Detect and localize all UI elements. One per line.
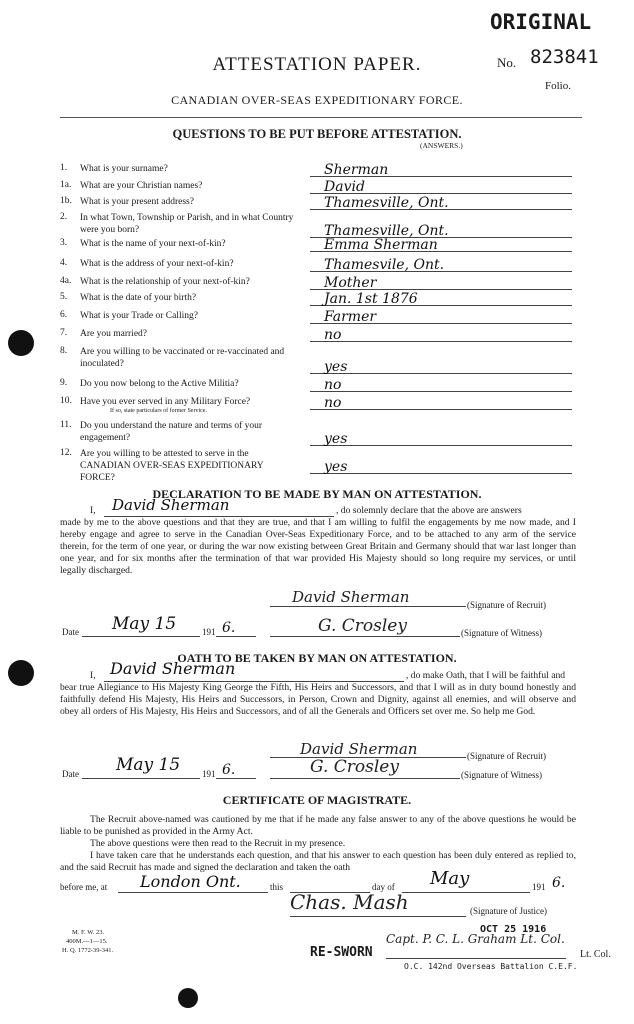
question-text-label: Do you understand the nature and terms of your engagement?: [80, 421, 263, 443]
answer-value: Jan. 1st 1876: [324, 291, 418, 307]
oath-date-line: [82, 778, 200, 779]
question-text-label: What is the address of your next-of-kin?: [80, 259, 234, 269]
answer-field: [310, 180, 572, 194]
oath-witness-line: [270, 778, 460, 779]
question-text: [80, 292, 298, 304]
declaration-witness-signature: G. Crosley: [318, 616, 407, 636]
page-title: ATTESTATION PAPER.: [212, 54, 422, 75]
oath-date-label: Date: [62, 769, 79, 779]
question-text-label: What is your Trade or Calling?: [80, 311, 198, 321]
oath-heading: OATH TO BE TAKEN BY MAN ON ATTESTATION.: [177, 651, 457, 665]
question-number: 4a.: [60, 276, 72, 286]
declaration-recruit-signature: David Sherman: [292, 588, 410, 606]
question-number: 6.: [60, 310, 68, 320]
answer-value: no: [324, 395, 342, 411]
question-text: [80, 448, 298, 484]
magistrate-p1: The Recruit above-named was cautioned by me that if he made any false answer to any of the above questions he would be liable to be punished as provided in the Army Act.: [60, 814, 576, 837]
question-number: 7.: [60, 328, 68, 338]
question-number: 1b.: [60, 196, 72, 206]
question-text: [80, 346, 298, 370]
magistrate-justice-line: [290, 916, 466, 917]
answer-field: [310, 432, 572, 446]
answer-value: David: [324, 179, 365, 195]
answer-field: [310, 460, 572, 474]
answer-field: [310, 238, 572, 252]
answer-field: [310, 396, 572, 410]
form-line-1: M. F. W. 23.: [72, 929, 105, 936]
question-text: [80, 310, 298, 322]
magistrate-p3: I have taken care that he understands each question, and that his answer to each question has been duly entered as replied to, and the said Recruit has made and signed the declaration and taken the oath: [60, 850, 576, 873]
answer-value: Thamesville, Ont.: [324, 223, 449, 239]
question-text: [80, 276, 298, 288]
question-text: [80, 163, 298, 175]
magistrate-day-label: day of: [372, 882, 395, 892]
answer-value: Mother: [324, 275, 377, 291]
oath-date: May 15: [116, 755, 181, 775]
question-text: [80, 378, 298, 390]
magistrate-heading: CERTIFICATE OF MAGISTRATE.: [222, 793, 412, 807]
answer-field: [310, 310, 572, 324]
declaration-date-line: [82, 636, 200, 637]
magistrate-justice-signature: Chas. Mash: [290, 890, 409, 914]
answer-field: [310, 360, 572, 374]
header-rule: [60, 117, 582, 118]
declaration-recruit-label: (Signature of Recruit): [467, 600, 546, 610]
declaration-witness-line: [270, 636, 460, 637]
declaration-year-suffix: 6.: [222, 620, 236, 636]
magistrate-before-label: before me, at: [60, 882, 108, 892]
magistrate-text: [60, 814, 576, 874]
answer-value: Farmer: [324, 309, 377, 325]
answer-field: [310, 378, 572, 392]
question-text-label: What are your Christian names?: [80, 181, 203, 191]
question-text: [80, 238, 298, 250]
magistrate-place-line: [118, 892, 268, 893]
question-text-label: Are you willing to be vaccinated or re-vaccinated and inoculated?: [80, 347, 285, 369]
punch-hole-1: [8, 330, 34, 356]
magistrate-place: London Ont.: [140, 872, 241, 891]
oath-witness-signature: G. Crosley: [310, 757, 399, 777]
magistrate-month-line: [402, 892, 530, 893]
oath-i-label: I,: [90, 670, 96, 681]
oath-witness-label: (Signature of Witness): [461, 770, 542, 780]
declaration-year-line: [216, 636, 256, 637]
question-number: 1a.: [60, 180, 72, 190]
declaration-recruit-line: [270, 606, 466, 607]
oath-recruit-label: (Signature of Recruit): [467, 751, 546, 761]
question-text: [80, 258, 298, 270]
question-note: If so, state particulars of former Service.: [110, 408, 207, 414]
answer-field: [310, 258, 572, 272]
answer-value: yes: [324, 431, 348, 447]
punch-hole-3: [178, 988, 198, 1008]
document-number: 823841: [530, 46, 599, 68]
declaration-date-label: Date: [62, 627, 79, 637]
question-text-label: What is the relationship of your next-of-kin?: [80, 277, 250, 287]
question-text: [80, 196, 298, 208]
declaration-i-label: I,: [90, 505, 96, 516]
answers-label: (ANSWERS.): [420, 141, 463, 150]
question-number: 4.: [60, 258, 68, 268]
declaration-body: made by me to the above questions and that they are true, and that I am willing to fulfil the engagements by me now made, and I hereby engage and agree to serve in the Canadian Over-Seas Expeditionary Force, and to be attached to any arm of the service therein, for the term of one year, or during the war now existing between Great Britain and Germany should that war last longer than one year, and for six months after the termination of that war provided His Majesty should so long require my services, or until legally discharged.: [60, 517, 576, 576]
answer-value: yes: [324, 359, 348, 375]
question-number: 2.: [60, 212, 68, 222]
answer-value: Emma Sherman: [324, 237, 438, 253]
question-text-label: Are you willing to be attested to serve in the CANADIAN OVER-SEAS EXPEDITIONARY FORCE?: [80, 449, 264, 483]
question-number: 1.: [60, 163, 68, 173]
question-number: 9.: [60, 378, 68, 388]
oath-body: bear true Allegiance to His Majesty King George the Fifth, His Heirs and Successors, and that I will as in duty bound honestly and faithfully defend His Majesty, His Heirs and Successors, in Person, Crown and Dignity, against all enemies, and will observe and obey all orders of His Majesty, His Heirs and Successors, and of all the Generals and Officers set over me. So help me God.: [60, 682, 576, 717]
declaration-text: [60, 496, 576, 577]
question-number: 3.: [60, 238, 68, 248]
form-number: [62, 928, 113, 955]
question-text-label: What is the date of your birth?: [80, 293, 197, 303]
answer-value: Sherman: [324, 162, 389, 178]
question-text-label: In what Town, Township or Parish, and in what Country were you born?: [80, 213, 294, 235]
folio-label: Folio.: [545, 80, 571, 92]
oath-year-prefix: 191: [202, 769, 216, 779]
answer-value: no: [324, 327, 342, 343]
declaration-text-start: , do solemnly declare that the above are answers: [336, 505, 522, 516]
page-subtitle: CANADIAN OVER-SEAS EXPEDITIONARY FORCE.: [171, 93, 463, 107]
form-line-2: 400M.—1—15.: [66, 938, 108, 945]
answer-field: [310, 328, 572, 342]
document-number-label: No.: [497, 55, 517, 70]
original-stamp: ORIGINAL: [490, 10, 592, 34]
question-text-label: What is the name of your next-of-kin?: [80, 239, 226, 249]
question-number: 5.: [60, 292, 68, 302]
answer-value: yes: [324, 459, 348, 475]
battalion-stamp: O.C. 142nd Overseas Battalion C.E.F.: [404, 962, 578, 971]
oath-recruit-signature: David Sherman: [300, 740, 418, 758]
magistrate-this-label: this: [270, 882, 284, 892]
date-stamp: OCT 25 1916: [480, 924, 547, 935]
magistrate-p2: The above questions were then read to the Recruit in my presence.: [90, 838, 346, 849]
answer-field: [310, 292, 572, 306]
oath-name: David Sherman: [110, 659, 236, 678]
magistrate-month: May: [430, 868, 470, 889]
questions-heading: QUESTIONS TO BE PUT BEFORE ATTESTATION.: [172, 127, 462, 141]
declaration-witness-label: (Signature of Witness): [461, 628, 542, 638]
officer-signature: Capt. P. C. L. Graham Lt. Col.: [386, 932, 565, 946]
answer-value: no: [324, 377, 342, 393]
answer-field: [310, 196, 572, 210]
answer-field: [310, 276, 572, 290]
magistrate-year-prefix: 191: [532, 882, 546, 892]
oath-text-start: , do make Oath, that I will be faithful and: [406, 670, 566, 681]
declaration-heading: DECLARATION TO BE MADE BY MAN ON ATTESTATION.: [152, 487, 482, 501]
question-text: [80, 396, 298, 415]
oath-text: [60, 659, 576, 718]
question-text-label: Are you married?: [80, 329, 147, 339]
question-text-label: Have you ever served in any Military Force?: [80, 397, 251, 407]
officer-line: [386, 958, 566, 959]
declaration-date: May 15: [112, 614, 177, 634]
question-text: [80, 212, 298, 236]
magistrate-justice-label: (Signature of Justice): [470, 906, 547, 916]
question-number: 11.: [60, 420, 72, 430]
question-number: 8.: [60, 346, 68, 356]
answer-value: Thamesvile, Ont.: [324, 257, 445, 273]
oath-year-line: [216, 778, 256, 779]
question-text: [80, 420, 298, 444]
question-number: 12.: [60, 448, 72, 458]
question-number: 10.: [60, 396, 72, 406]
answer-field: [310, 163, 572, 177]
oath-year-suffix: 6.: [222, 762, 236, 778]
question-text: [80, 328, 298, 340]
answer-value: Thamesville, Ont.: [324, 195, 449, 211]
form-line-3: H. Q. 1772-39-341.: [62, 947, 114, 954]
question-text-label: What is your surname?: [80, 164, 168, 174]
answer-field: [310, 224, 572, 238]
question-text-label: What is your present address?: [80, 197, 194, 207]
officer-rank: Lt. Col.: [580, 949, 611, 960]
declaration-name: David Sherman: [112, 496, 230, 514]
resworn-stamp: RE-SWORN: [310, 945, 373, 960]
magistrate-year-suffix: 6.: [552, 875, 566, 891]
question-text: [80, 180, 298, 192]
question-text-label: Do you now belong to the Active Militia?: [80, 379, 239, 389]
declaration-year-prefix: 191: [202, 627, 216, 637]
